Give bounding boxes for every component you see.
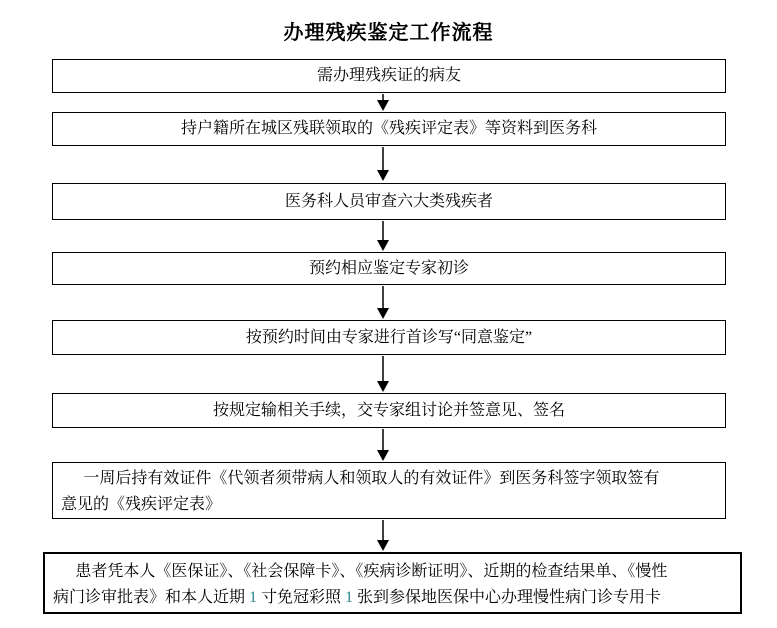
photo-size-number: 1 [249, 589, 258, 606]
flow-step-8-line1: 患者凭本人《医保证》、《社会保障卡》、《疾病诊断证明》、近期的检查结果单、《慢性 [75, 563, 668, 580]
flow-step-2 [52, 112, 726, 146]
arrow-down-icon [377, 170, 389, 181]
flow-arrow-6 [377, 429, 389, 461]
flow-step-8-line2-text-a: 病门诊审批表》和本人近期 [53, 589, 250, 606]
flow-step-8-line2-text-b: 寸免冠彩照 [257, 589, 346, 606]
arrow-shaft [382, 429, 384, 450]
arrow-shaft [382, 286, 384, 308]
photo-count-number: 1 [345, 589, 354, 606]
arrow-down-icon [377, 308, 389, 319]
flow-step-6 [52, 393, 726, 428]
flow-arrow-2 [377, 147, 389, 181]
arrow-shaft [382, 356, 384, 381]
flow-arrow-4 [377, 286, 389, 319]
arrow-down-icon [377, 240, 389, 251]
arrow-shaft [382, 221, 384, 240]
arrow-shaft [382, 147, 384, 170]
flow-step-7-line1: 一周后持有效证件《代领者须带病人和领取人的有效证件》到医务科签字领取签有 [83, 470, 660, 487]
arrow-down-icon [377, 450, 389, 461]
arrow-down-icon [377, 540, 389, 551]
flow-step-5 [52, 320, 726, 355]
flow-step-4 [52, 252, 726, 285]
flow-step-3 [52, 183, 726, 220]
flow-step-3-label: 医务科人员审查六大类残疾者 [284, 192, 493, 210]
flow-step-7-line2: 意见的《残疾评定表》 [61, 496, 222, 513]
flow-step-1 [52, 59, 726, 93]
flow-arrow-3 [377, 221, 389, 251]
arrow-down-icon [377, 381, 389, 392]
flow-arrow-5 [377, 356, 389, 392]
flow-step-6-label: 按规定输相关手续，交专家组讨论并签意见、签名 [212, 401, 565, 419]
arrow-shaft [382, 520, 384, 540]
flow-step-7 [52, 462, 726, 519]
flow-arrow-7 [377, 520, 389, 551]
flow-step-8-line2-text-c: 张到参保地医保中心办理慢性病门诊专用卡 [353, 589, 662, 606]
flow-step-4-label: 预约相应鉴定专家初诊 [308, 259, 469, 277]
flow-step-8-line2 [53, 585, 732, 611]
flow-step-1-label: 需办理残疾证的病友 [316, 67, 461, 84]
flow-arrow-1 [377, 94, 389, 111]
flow-step-5-label: 按预约时间由专家进行首诊写“同意鉴定” [245, 328, 533, 346]
flow-step-2-label: 持户籍所在城区残联领取的《残疾评定表》等资料到医务科 [180, 120, 597, 137]
flow-step-8 [43, 552, 742, 614]
page-title: 办理残疾鉴定工作流程 [283, 22, 494, 44]
arrow-down-icon [377, 100, 389, 111]
